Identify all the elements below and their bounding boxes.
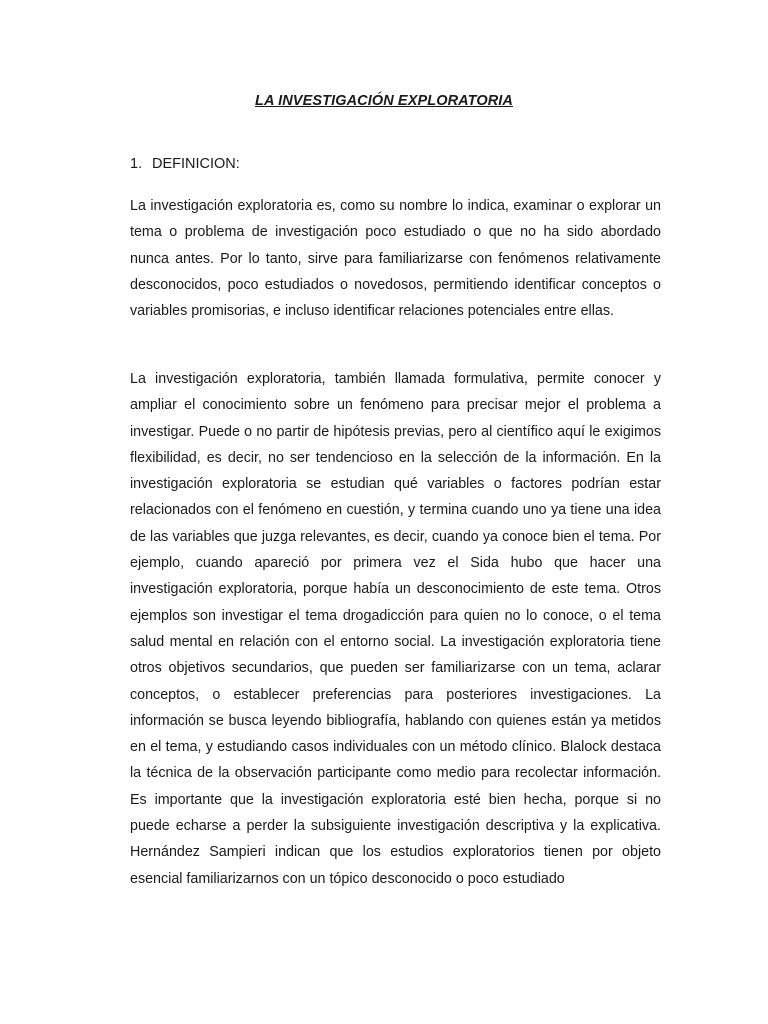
paragraph-definition-2: La investigación exploratoria, también llamada formulativa, permite conocer y ampliar el conocimiento sobre un fenómeno para precisar mejor el problema a investigar. Puede o no partir de hipótesis previas, pero al científico aquí le exigimos flexibilidad, es decir, no ser tendencioso en la selección de la información. En la investigación exploratoria se estudian qué variables o factores podrían estar relacionados con el fenómeno en cuestión, y termina cuando uno ya tiene una idea de las variables que juzga relevantes, es decir, cuando ya conoce bien el tema. Por ejemplo, cuando apareció por primera vez el Sida hubo que hacer una investigación exploratoria, porque había un desconocimiento de este tema. Otros ejemplos son investigar el tema drogadicción para quien no lo conoce, o el tema salud mental en relación con el entorno social. La investigación exploratoria tiene otros objetivos secundarios, que pueden ser familiarizarse con un tema, aclarar conceptos, o establecer preferencias para posteriores investigaciones. La información se busca leyendo bibliografía, hablando con quienes están ya metidos en el tema, y estudiando casos individuales con un método clínico. Blalock destaca la técnica de la observación participante como medio para recolectar información. Es importante que la investigación exploratoria esté bien hecha, porque si no puede echarse a perder la subsiguiente investigación descriptiva y la explicativa. Hernández Sampieri indican que los estudios exploratorios tienen por objeto esencial familiarizarnos con un tópico desconocido o poco estudiado (130, 371, 661, 887)
section-heading (130, 155, 240, 173)
section-number: 1. (130, 156, 143, 172)
paragraph-definition-1: La investigación exploratoria es, como su nombre lo indica, examinar o explorar un tema o problema de investigación poco estudiado o que no ha sido abordado nunca antes. Por lo tanto, sirve para familiarizarse con fenómenos relativamente desconocidos, poco estudiados o novedosos, permitiendo identificar conceptos o variables promisorias, e incluso identificar relaciones potenciales entre ellas. (130, 198, 661, 320)
section-heading-text: DEFINICION: (152, 156, 240, 172)
document-title: LA INVESTIGACIÓN EXPLORATORIA (254, 93, 513, 109)
